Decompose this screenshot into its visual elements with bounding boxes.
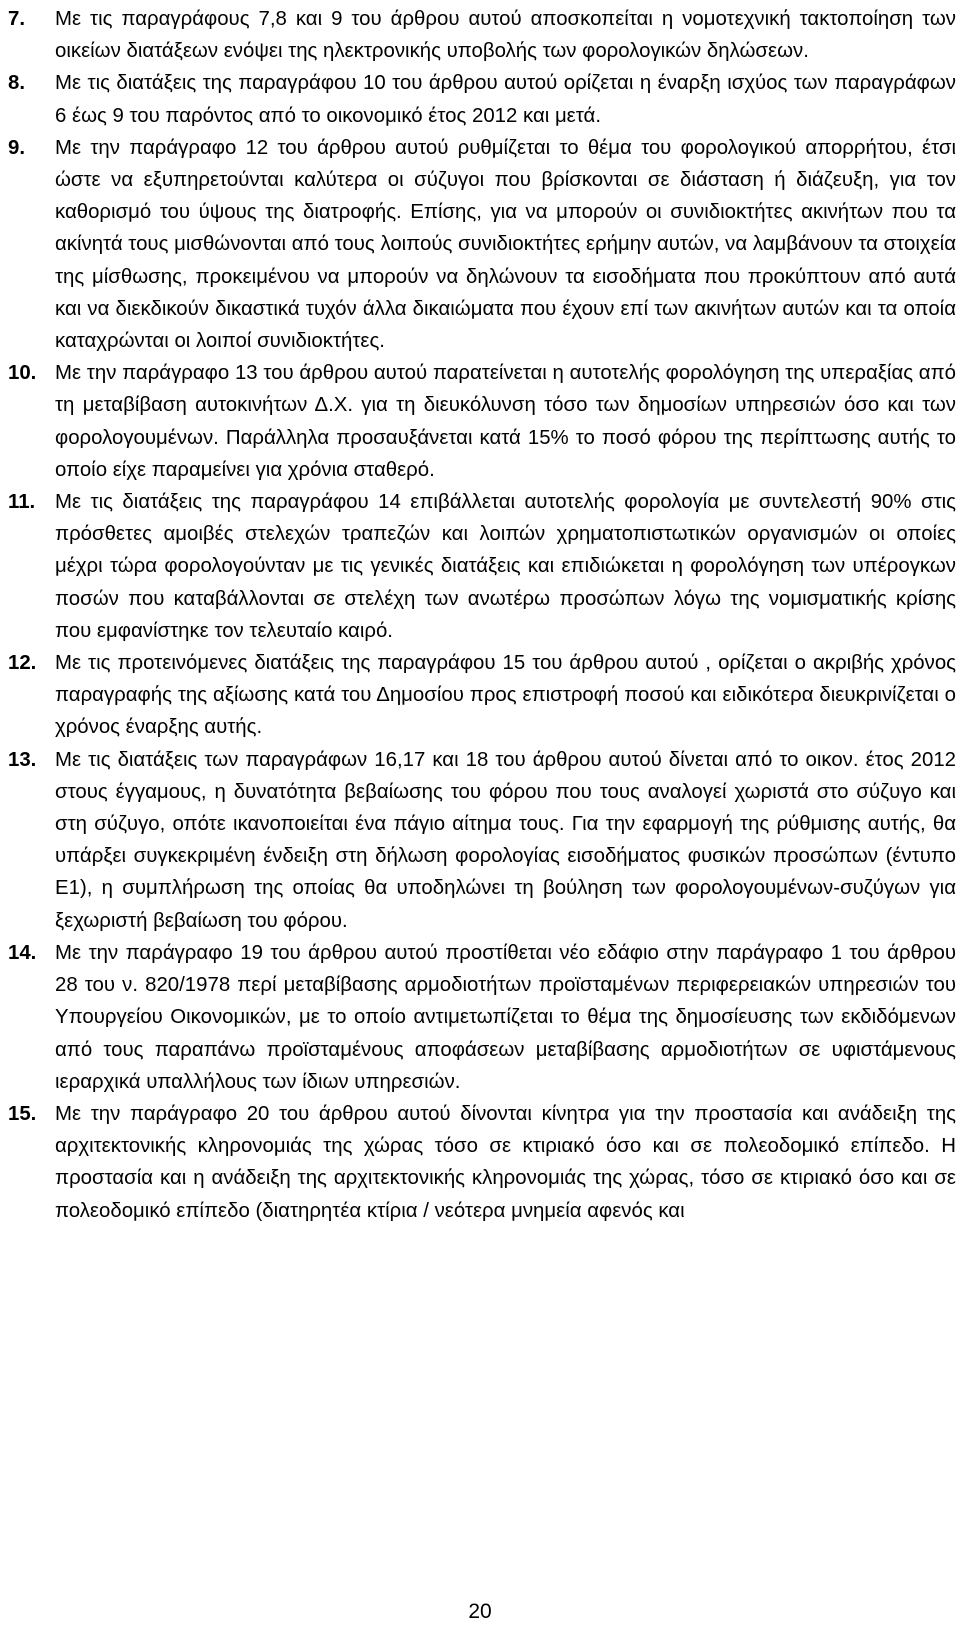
item-text: Με τις προτεινόμενες διατάξεις της παραγράφου 15 του άρθρου αυτού , ορίζεται ο ακριβής χρόνος παραγραφής της αξίωσης κατά του Δημοσίου προς επιστροφή ποσού και ειδικότερα διευκρινίζεται ο χρόνος έναρξης αυτής. — [55, 652, 956, 739]
item-text: Με την παράγραφο 12 του άρθρου αυτού ρυθμίζεται το θέμα του φορολογικού απορρήτου, έτσι ώστε να εξυπηρετούνται καλύτερα οι σύζυγοι που βρίσκονται σε διάσταση ή διάζευξη, για τον καθορισμό του ύψους της διατροφής. Επίσης, για να μπορούν οι συνιδιοκτήτες ακινήτων που τα ακίνητά τους μισθώνονται από τους λοιπούς συνιδιοκτήτες ερήμην αυτών, να λαμβάνουν τα στοιχεία της μίσθωσης, προκειμένου να μπορούν να δηλώνουν τα εισοδήματα που προκύπτουν από αυτά και να διεκδικούν δικαστικά τυχόν άλλα δικαιώματα που έχουν επί των ακινήτων αυτών και τα οποία καταχρώνται οι λοιποί συνιδιοκτήτες. — [55, 136, 956, 353]
item-number: 9. — [8, 136, 26, 159]
list-item — [8, 486, 956, 647]
item-number: 15. — [8, 1102, 37, 1125]
item-number: 10. — [8, 362, 37, 385]
item-text: Με την παράγραφο 13 του άρθρου αυτού παρατείνεται η αυτοτελής φορολόγηση της υπεραξίας από τη μεταβίβαση αυτοκινήτων Δ.Χ. για τη διευκόλυνση τόσο των δημοσίων υπηρεσιών όσο και των φορολογουμένων. Παράλληλα προσαυξάνεται κατά 15% το ποσό φόρου της περίπτωσης αυτής το οποίο είχε παραμείνει για χρόνια σταθερό. — [55, 362, 956, 481]
list-item — [8, 1098, 956, 1227]
item-text: Με τις διατάξεις της παραγράφου 10 του άρθρου αυτού ορίζεται η έναρξη ισχύος των παραγράφων 6 έως 9 του παρόντος από το οικονομικό έτος 2012 και μετά. — [55, 72, 956, 127]
item-number: 7. — [8, 8, 26, 30]
explanatory-items-list — [8, 3, 956, 1227]
item-number: 12. — [8, 652, 37, 675]
item-text: Με την παράγραφο 19 του άρθρου αυτού προστίθεται νέο εδάφιο στην παράγραφο 1 του άρθρου 28 του ν. 820/1978 περί μεταβίβασης αρμοδιοτήτων προϊσταμένων περιφερειακών υπηρεσιών του Υπουργείου Οικονομικών, με το οποίο αντιμετωπίζεται το θέμα της δημοσίευσης των εκδιδόμενων από τους παραπάνω προϊσταμένους αποφάσεων μεταβίβασης αρμοδιοτήτων σε υφιστάμενους ιεραρχικά υπαλλήλους των ίδιων υπηρεσιών. — [55, 941, 956, 1093]
list-item — [8, 937, 956, 1098]
list-item — [8, 67, 956, 131]
item-number: 11. — [8, 491, 36, 514]
item-number: 8. — [8, 72, 26, 95]
item-text: Με τις διατάξεις των παραγράφων 16,17 και 18 του άρθρου αυτού δίνεται από το οικον. έτος 2012 στους έγγαμους, η δυνατότητα βεβαίωσης του φόρου που τους αναλογεί χωριστά στο σύζυγο και στη σύζυγο, οπότε ικανοποιείται ένα πάγιο αίτημα τους. Για την εφαρμογή της ρύθμισης αυτής, θα υπάρξει συγκεκριμένη ένδειξη στη δήλωση φορολογίας εισοδήματος φυσικών προσώπων (έντυπο Ε1), η συμπλήρωση της οποίας θα υποδηλώνει τη βούληση των φορολογουμένων-συζύγων για ξεχωριστή βεβαίωση του φόρου. — [55, 748, 956, 932]
item-text: Με τις παραγράφους 7,8 και 9 του άρθρου αυτού αποσκοπείται η νομοτεχνική τακτοποίηση των οικείων διατάξεων ενόψει της ηλεκτρονικής υποβολής των φορολογικών δηλώσεων. — [55, 8, 956, 63]
list-item — [8, 647, 956, 744]
list-item — [8, 132, 956, 357]
list-item — [8, 357, 956, 486]
list-item — [8, 744, 956, 937]
list-item — [8, 3, 956, 67]
item-number: 13. — [8, 748, 37, 771]
page-number: 20 — [468, 1600, 492, 1623]
item-text: Με τις διατάξεις της παραγράφου 14 επιβάλλεται αυτοτελής φορολογία με συντελεστή 90% στις πρόσθετες αμοιβές στελεχών τραπεζών και λοιπών χρηματοπιστωτικών οργανισμών οι οποίες μέχρι τώρα φορολογούνταν με τις γενικές διατάξεις και επιδιώκεται η φορολόγηση των υπέρογκων ποσών που καταβάλλονται σε στελέχη των ανωτέρω προσώπων λόγω της νομισματικής κρίσης που εμφανίστηκε τον τελευταίο καιρό. — [55, 491, 956, 642]
item-text: Με την παράγραφο 20 του άρθρου αυτού δίνονται κίνητρα για την προστασία και ανάδειξη της αρχιτεκτονικής κληρονομιάς της χώρας τόσο σε κτιριακό όσο και σε πολεοδομικό επίπεδο. Η προστασία και η ανάδειξη της αρχιτεκτονικής κληρονομιάς της χώρας, τόσο σε κτιριακό όσο και σε πολεοδομικό επίπεδο (διατηρητέα κτίρια / νεότερα μνημεία αφενός και — [55, 1102, 956, 1222]
item-number: 14. — [8, 941, 37, 964]
